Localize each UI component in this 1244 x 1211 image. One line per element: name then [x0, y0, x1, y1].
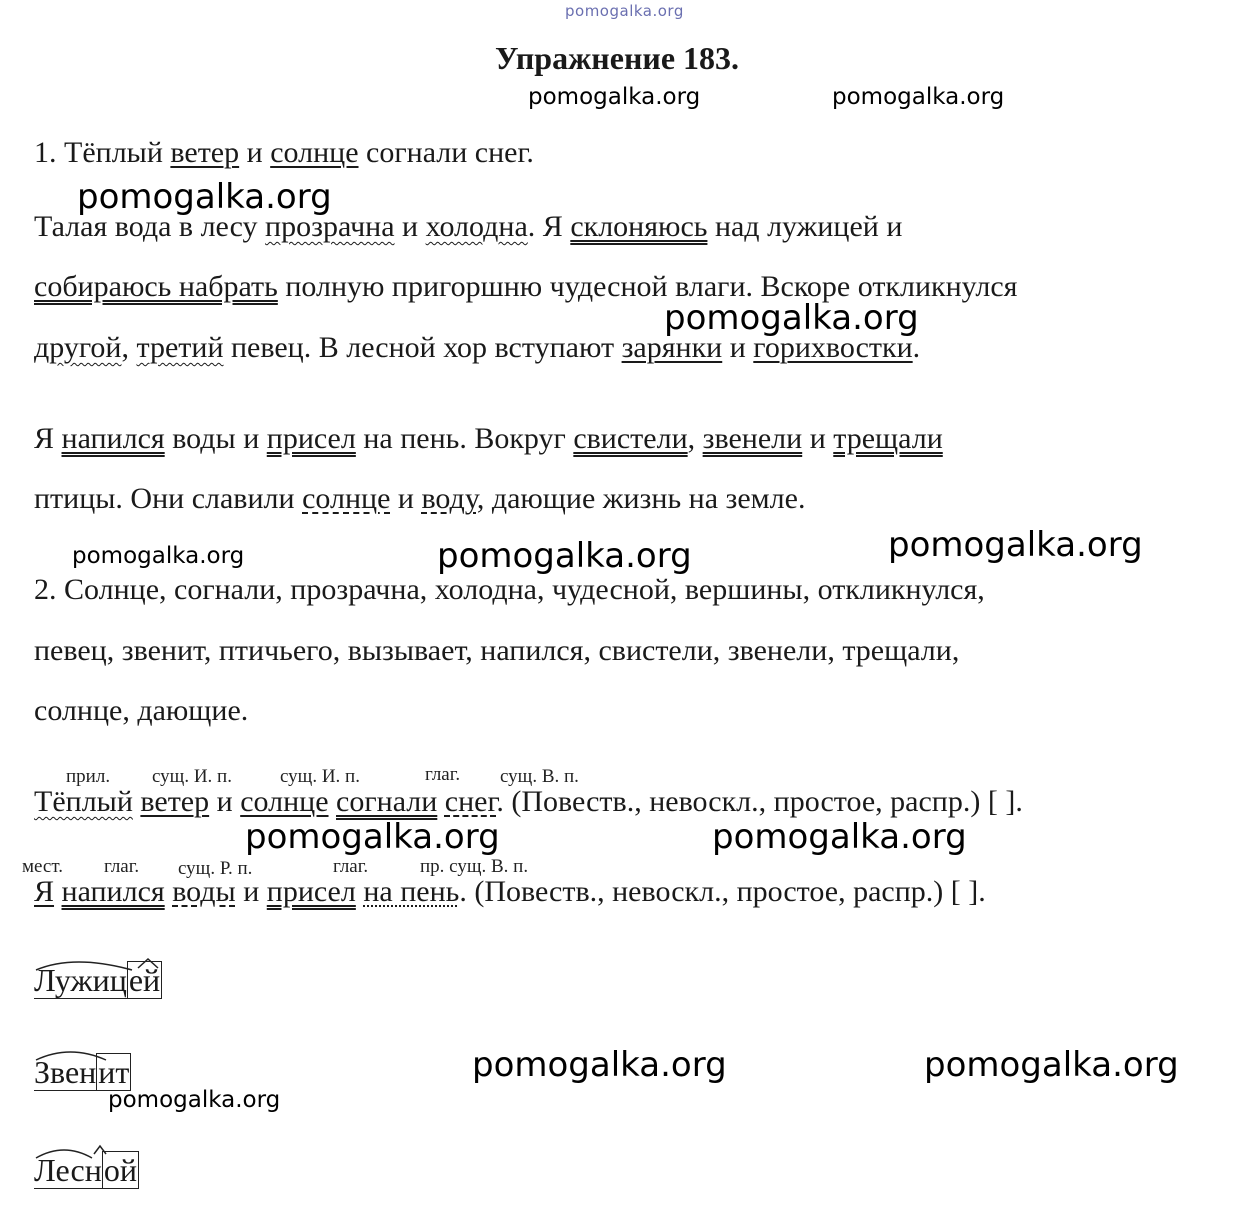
root-arc-icon [34, 956, 174, 972]
parse-sentence-1 [34, 784, 1023, 820]
word-predicate: холодна [425, 210, 528, 243]
word-conjunction: и [390, 482, 422, 515]
word-verb: напился [61, 422, 165, 455]
watermark: pomogalka.org [245, 817, 500, 857]
text-fragment: на пень. Вокруг [355, 422, 574, 455]
word-adverbial: на пень [363, 875, 460, 908]
word-verb: склоняюсь [570, 210, 708, 243]
word-stem: Лужиц [34, 962, 127, 998]
space [329, 785, 337, 818]
word-ending: ей [128, 962, 161, 998]
task2-line-2: певец, звенит, птичьего, вызывает, напился, свистели, звенели, трещали, [34, 634, 960, 667]
word-adjective: Тёплый [64, 136, 171, 169]
root-arc-icon [34, 1046, 134, 1062]
watermark-top: pomogalka.org [565, 2, 684, 20]
text-fragment: , [687, 422, 703, 455]
word-conjunction: и [235, 875, 267, 908]
watermark: pomogalka.org [77, 177, 332, 217]
word-predicate: прозрачна [265, 210, 395, 243]
text-fragment: птицы. Они славили [34, 482, 303, 515]
page-title: Упражнение 183. [495, 40, 740, 76]
pos-label: сущ. Р. п. [178, 858, 253, 879]
pos-label: прил. [66, 766, 111, 787]
space [54, 875, 62, 908]
text-fragment: воды и [164, 422, 267, 455]
word-conjunction: и [239, 136, 271, 169]
text-fragment: полную пригоршню чудесной влаги. Вскоре откликнулся [277, 270, 1018, 303]
pos-label: сущ. И. п. [280, 766, 360, 787]
pos-label: глаг. [425, 764, 461, 785]
morph-word-3 [34, 1152, 139, 1189]
task1-line-6 [34, 481, 805, 517]
text-fragment: , [121, 331, 137, 364]
text-fragment: Талая вода в лесу [34, 210, 266, 243]
word-subject: Я [34, 875, 55, 908]
text-fragment: Я [34, 422, 62, 455]
task2-line-3: солнце, дающие. [34, 694, 249, 727]
word-conjunction: и [722, 331, 754, 364]
task1-line-2 [34, 209, 902, 245]
text-fragment: . Я [527, 210, 571, 243]
word-subject: ветер [170, 136, 240, 169]
watermark: pomogalka.org [664, 298, 919, 338]
word-object: воды [172, 875, 236, 908]
text-fragment: , дающие жизнь на земле. [476, 482, 806, 515]
word-adjective: другой [34, 331, 122, 364]
pos-label: мест. [22, 856, 63, 877]
watermark: pomogalka.org [712, 817, 967, 857]
sentence-characteristic: . (Повеств., невоскл., простое, распр.) [ ]. [459, 875, 986, 908]
word-verb: присел [266, 422, 356, 455]
text-fragment: . [912, 331, 921, 364]
root-arc-icon [34, 1142, 144, 1160]
pos-label: глаг. [104, 856, 140, 877]
word-adjective: Тёплый [34, 785, 133, 818]
word-predicate: присел [266, 875, 356, 908]
morph-word-1 [34, 962, 162, 999]
word-verb: звенели [702, 422, 803, 455]
morph-word-2 [34, 1054, 131, 1091]
watermark: pomogalka.org [108, 1087, 281, 1113]
word-stem: Звен [34, 1054, 97, 1090]
watermark: pomogalka.org [472, 1045, 727, 1085]
pos-label: сущ. В. п. [500, 766, 579, 787]
word-subject: солнце [270, 136, 359, 169]
task1-line-3 [34, 269, 1017, 305]
word-object: снег [444, 785, 497, 818]
word-ending: ит [98, 1054, 130, 1090]
task2-line-1: 2. Солнце, согнали, прозрачна, холодна, чудесной, вершины, откликнулся, [34, 573, 985, 606]
text-fragment: согнали снег. [358, 136, 534, 169]
word-subject: солнце [240, 785, 329, 818]
text-fragment: певец. В лесной хор вступают [223, 331, 622, 364]
item-number: 1. [34, 136, 64, 169]
text-fragment: над лужицей и [707, 210, 903, 243]
word-predicate: согнали [336, 785, 438, 818]
task1-line-4 [34, 330, 920, 366]
watermark: pomogalka.org [437, 536, 692, 576]
word-object: солнце [302, 482, 391, 515]
word-subject: горихвостки [753, 331, 913, 364]
word-verb: трещали [833, 422, 943, 455]
watermark: pomogalka.org [924, 1045, 1179, 1085]
parse-sentence-2 [34, 874, 986, 910]
word-predicate: напился [61, 875, 165, 908]
word-subject: ветер [140, 785, 210, 818]
watermark: pomogalka.org [72, 543, 245, 569]
pos-label: глаг. [333, 856, 369, 877]
word-conjunction: и [209, 785, 241, 818]
word-conjunction: и [394, 210, 426, 243]
word-ending: ой [103, 1152, 137, 1188]
word-subject: зарянки [621, 331, 723, 364]
task1-line-5 [34, 421, 943, 457]
sentence-characteristic: . (Повеств., невоскл., простое, распр.) [ ]. [496, 785, 1023, 818]
word-verb: свистели [573, 422, 688, 455]
watermark: pomogalka.org [888, 525, 1143, 565]
word-object: воду [421, 482, 477, 515]
space [437, 785, 445, 818]
watermark: pomogalka.org [528, 84, 701, 110]
word-conjunction: и [802, 422, 834, 455]
task1-line-1 [34, 135, 534, 171]
word-stem: Лесн [34, 1152, 102, 1188]
pos-label: сущ. И. п. [152, 766, 232, 787]
word-adjective: третий [136, 331, 224, 364]
watermark: pomogalka.org [832, 84, 1005, 110]
pos-label: пр. сущ. В. п. [420, 856, 529, 877]
word-predicate: собираюсь набрать [34, 270, 278, 303]
